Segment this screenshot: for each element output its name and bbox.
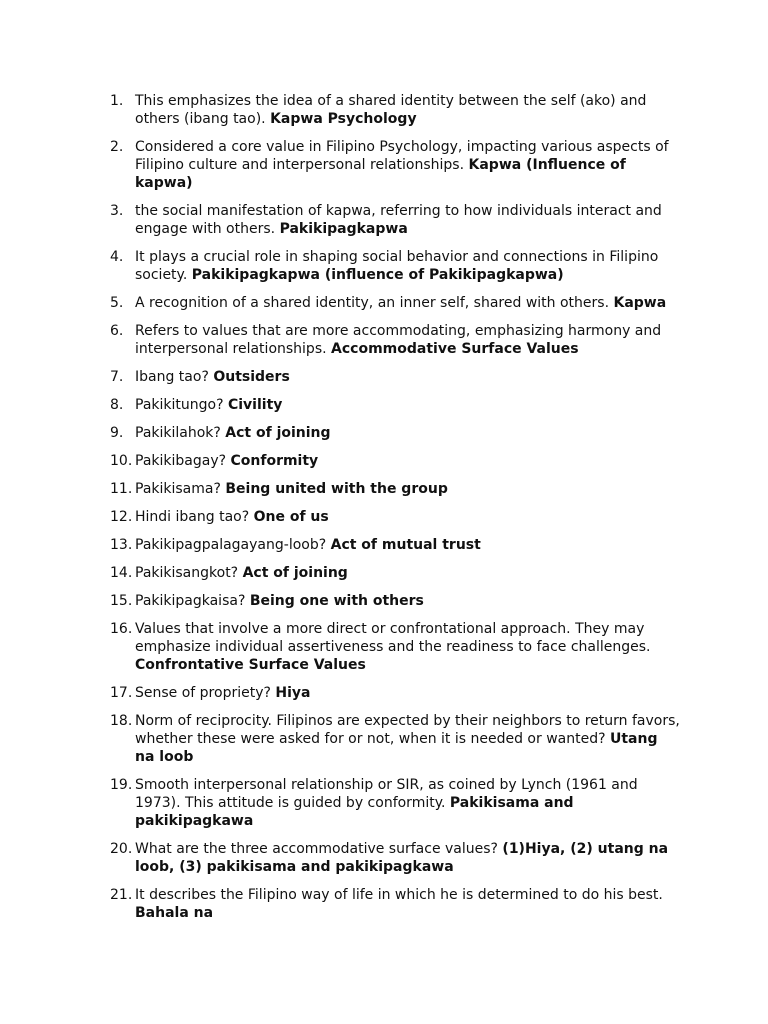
- item-number: 2.: [110, 139, 124, 155]
- item-number: 6.: [110, 323, 124, 339]
- item-question: Values that involve a more direct or confrontational approach. They may emphasize individual assertiveness and the readiness to face challenges.: [135, 621, 651, 655]
- list-item: [110, 776, 680, 830]
- list-item: [110, 712, 680, 766]
- item-number: 19.: [110, 777, 133, 793]
- list-item: [110, 564, 680, 582]
- list-item: [110, 424, 680, 442]
- item-number: 12.: [110, 509, 133, 525]
- list-item: [110, 684, 680, 702]
- item-question: Pakikitungo?: [135, 397, 224, 413]
- item-question: A recognition of a shared identity, an inner self, shared with others.: [135, 295, 610, 311]
- item-answer: Pakikisama and pakikipagkawa: [135, 795, 574, 829]
- item-number: 13.: [110, 537, 133, 553]
- item-answer: Confrontative Surface Values: [135, 657, 366, 673]
- item-answer: Pakikipagkapwa (influence of Pakikipagkapwa): [191, 267, 564, 283]
- item-answer: Conformity: [230, 453, 319, 469]
- item-answer: Kapwa Psychology: [270, 111, 417, 127]
- item-question: Refers to values that are more accommodating, emphasizing harmony and interpersonal relationships.: [135, 323, 662, 357]
- item-question: It plays a crucial role in shaping social behavior and connections in Filipino society.: [135, 249, 659, 283]
- item-question: It describes the Filipino way of life in which he is determined to do his best.: [135, 887, 663, 903]
- item-answer: Accommodative Surface Values: [331, 341, 579, 357]
- item-question: Considered a core value in Filipino Psychology, impacting various aspects of Filipino culture and interpersonal relationships.: [135, 139, 669, 173]
- item-question: Ibang tao?: [135, 369, 209, 385]
- item-number: 9.: [110, 425, 124, 441]
- item-question: Hindi ibang tao?: [135, 509, 250, 525]
- item-answer: Being united with the group: [225, 481, 448, 497]
- item-question: Pakikipagpalagayang-loob?: [135, 537, 327, 553]
- item-answer: Utang na loob: [135, 731, 658, 765]
- item-answer: Act of mutual trust: [330, 537, 481, 553]
- item-answer: Civility: [227, 397, 283, 413]
- list-item: [110, 248, 680, 284]
- item-number: 10.: [110, 453, 133, 469]
- item-number: 18.: [110, 713, 133, 729]
- item-question: Pakikisangkot?: [135, 565, 239, 581]
- item-question: Smooth interpersonal relationship or SIR, as coined by Lynch (1961 and 1973). This attitude is guided by conformity.: [135, 777, 638, 811]
- list-item: [110, 536, 680, 554]
- item-question: Sense of propriety?: [135, 685, 271, 701]
- item-answer: (1)Hiya, (2) utang na loob, (3) pakikisama and pakikipagkawa: [135, 841, 669, 875]
- list-item: [110, 840, 680, 876]
- list-item: [110, 92, 680, 128]
- item-number: 3.: [110, 203, 124, 219]
- item-question: Pakikilahok?: [135, 425, 221, 441]
- item-question: Pakikisama?: [135, 481, 221, 497]
- item-answer: Act of joining: [225, 425, 331, 441]
- item-answer: Pakikipagkapwa: [279, 221, 408, 237]
- list-item: [110, 620, 680, 674]
- question-answer-list: [110, 92, 680, 932]
- item-question: Pakikipagkaisa?: [135, 593, 246, 609]
- list-item: [110, 452, 680, 470]
- item-number: 1.: [110, 93, 124, 109]
- item-question: This emphasizes the idea of a shared identity between the self (ako) and others (ibang tao).: [135, 93, 647, 127]
- item-question: Pakikibagay?: [135, 453, 227, 469]
- item-number: 7.: [110, 369, 124, 385]
- item-answer: Act of joining: [242, 565, 348, 581]
- item-answer: Being one with others: [249, 593, 424, 609]
- list-item: [110, 480, 680, 498]
- list-item: [110, 368, 680, 386]
- item-answer: Bahala na: [135, 905, 214, 921]
- item-number: 11.: [110, 481, 133, 497]
- list-item: [110, 886, 680, 922]
- list-item: [110, 294, 680, 312]
- item-answer: Kapwa (Influence of kapwa): [135, 157, 626, 191]
- list-item: [110, 202, 680, 238]
- item-question: the social manifestation of kapwa, referring to how individuals interact and engage with others.: [135, 203, 662, 237]
- item-number: 8.: [110, 397, 124, 413]
- item-number: 21.: [110, 887, 133, 903]
- list-item: [110, 592, 680, 610]
- list-item: [110, 508, 680, 526]
- item-answer: One of us: [253, 509, 329, 525]
- item-number: 20.: [110, 841, 133, 857]
- item-question: Norm of reciprocity. Filipinos are expected by their neighbors to return favors, whether these were asked for or not, when it is needed or wanted?: [135, 713, 680, 747]
- item-number: 5.: [110, 295, 124, 311]
- list-item: [110, 138, 680, 192]
- list-item: [110, 396, 680, 414]
- item-answer: Kapwa: [613, 295, 667, 311]
- item-answer: Hiya: [275, 685, 311, 701]
- item-answer: Outsiders: [213, 369, 290, 385]
- list-item: [110, 322, 680, 358]
- item-number: 17.: [110, 685, 133, 701]
- item-number: 4.: [110, 249, 124, 265]
- item-number: 16.: [110, 621, 133, 637]
- item-number: 14.: [110, 565, 133, 581]
- item-question: What are the three accommodative surface values?: [135, 841, 498, 857]
- item-number: 15.: [110, 593, 133, 609]
